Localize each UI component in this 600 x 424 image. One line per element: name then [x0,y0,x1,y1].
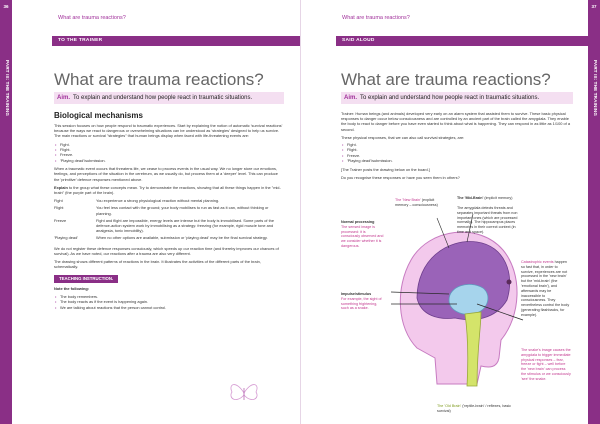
list-item: • We are talking about reactions that the person cannot control. [54,305,284,310]
reaction-list [54,142,284,164]
definition-term: Freeze [54,217,67,223]
aim-text: To explain and understand how people react in traumatic situations. [73,95,253,101]
list-item: • Flight. [54,147,284,152]
explain-text: to the group what these concepts mean. Try to demonstrate the reactions, showing that all these things happen in the "mid-brain" (the purple part of the brain). [54,184,281,196]
definition-term: Flight [54,205,64,211]
aim-text: To explain and understand how people react in traumatic situations. [360,95,540,101]
list-item: • 'Playing dead'/submission. [341,158,573,163]
section-bar: TO THE TRAINER [52,36,300,46]
mid-brain-description: The amygdala detects threats and separates important threats from non important ones (which are processed normally). The hippocampus places memories in their correct context (in time and space). [457,206,518,234]
page-number: 36 [3,4,9,9]
teaching-instruction-badge: TEACHING INSTRUCTION. [54,275,118,282]
paragraph: These physical responses, that we can also call survival strategies, are: [341,134,465,140]
paragraph: When a traumatic event occurs that threatens life, we cease to process events in the usual way. We no longer store our emotions, feelings, and perceptions of the situation in the cerebrum, as we usually do, but process them at a 'deeper' level. This can produce the 'primitive' defence responses mentioned above. [54,166,278,182]
aim-label: Aim. [344,95,358,101]
definition-desc: You feel less contact with the ground; your body mobilises to run as fast as it can, without thinking or planning. [96,205,269,216]
side-tab [588,0,600,424]
page-title: What are trauma reactions? [341,70,551,89]
aim-label: Aim. [57,95,71,101]
tab-label: PART III: THE TRAINING [593,60,598,117]
section-bar: SAID ALOUD [336,36,588,46]
aim-box [54,92,284,104]
explain-bold: Explain [54,184,68,190]
impulse-label: Impulse/stimulus For example, the sight of something frightening, such as a snake. [341,292,382,311]
page-number: 37 [591,4,597,9]
aim-box [341,92,573,104]
page-title: What are trauma reactions? [54,70,264,89]
list-item: • 'Playing dead'/submission. [54,158,284,163]
running-header: What are trauma reactions? [58,15,126,21]
side-tab [0,0,12,424]
definition-desc: When no other options are available, submission or 'playing dead' may be the final survival strategy. [96,235,268,241]
paragraph: We do not register these defence responses consciously, which speeds up our reaction time (and thereby improves our chances of survival). As we have noted, our reactions after a trauma are also very different. [54,245,279,256]
list-item: • Freeze. [54,152,284,157]
butterfly-icon [226,378,262,408]
question: Do you recognise these responses or have you seen them in others? [341,174,460,180]
catastrophic-events-label: Catastrophic events happen so fast that, in order to survive, experiences are not processed in the 'new brain' but the 'mid-brain' (the 'emotional brain'), and afterwards may be inaccessible to consciousness. They nevertheless control the body (generating flashbacks, for example). [521,260,570,317]
head-profile-illustration [377,208,527,408]
definition-desc: Fight and flight are impossible, energy levels are intense but the body is immobilised. Some parts of the defence-action system work by immobilising as a strategy: freezing (for example, rigid muscle tone and analgesia, tonic immobility). [96,217,274,234]
intro-paragraph: Trainer: Human beings (and animals) developed very early on an alarm system that assisted them to survive. These basic physical responses to danger occur below consciousness and are controlled by an ancient part of the brain called the amygdala. They enable the body to react to danger before you have even started to think about what is happening. They can respond in as little as 1/100 of a second. [341,111,570,132]
list-item: • The body reacts as if the event is happening again. [54,299,284,304]
mid-brain-label: The 'Mid-Brain' (implicit memory) [457,196,513,200]
definition-list [54,198,284,242]
running-header: What are trauma reactions? [342,15,410,21]
snake-description: The snake's image causes the amygdala to trigger immediate physical responses – fear, freeze or fight – well before the 'new brain' can process the stimulus or we consciously 'see' the snake. [521,348,571,381]
list-item: • Flight. [341,147,573,152]
definition-term: 'Playing dead' [54,235,78,241]
tab-label: PART III: THE TRAINING [5,60,10,117]
list-item: • The body remembers. [54,294,284,299]
definition-term: Fight [54,198,63,204]
list-item: • Fight. [54,142,284,147]
list-item: • Fight. [341,142,573,147]
reaction-list [341,142,573,164]
list-item: • Freeze. [341,153,573,158]
stage-direction: [The Trainer posts the drawing below on the board.] [341,166,430,172]
explain-paragraph [54,185,284,195]
intro-paragraph: This session focuses on how people respond to traumatic experiences. Start by explaining the notion of automatic 'survival reactions' because the ways we react to dangerous or overwhelming situations can be understood as 'strategies' designed to help us survive. The main reactions or survival "strategies" that human beings display when faced with life-threatening events are: [54,123,283,139]
paragraph: The drawing shows different patterns of reactions in the brain. It illustrates the activities of the different parts of the brain, schematically. [54,259,261,270]
section-heading: Biological mechanisms [54,111,143,120]
definition-desc: You experience a strong physiological reaction without mental planning. [96,198,220,204]
normal-processing-label: Normal processing The sensed image is processed: it is consciously observed and we consider whether it is dangerous. [341,220,384,248]
old-brain-label: The 'Old Brain' ('reptile-brain' / reflexes, basic survival) [437,404,511,413]
note-label: Note the following: [54,285,90,291]
body-text [54,111,284,313]
body-text [341,111,573,183]
new-brain-label: The 'New Brain' (explicit memory – consciousness) [395,198,438,207]
brain-diagram [341,196,577,420]
note-list [54,294,284,310]
